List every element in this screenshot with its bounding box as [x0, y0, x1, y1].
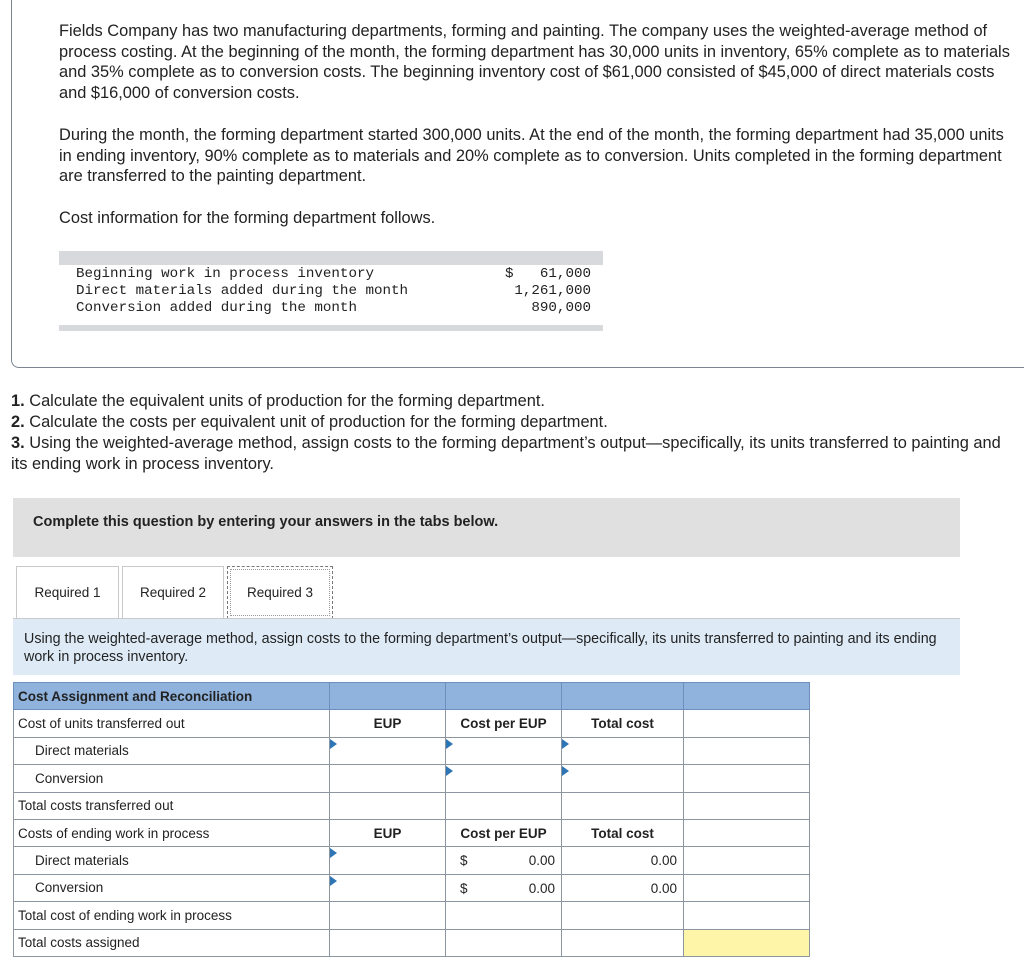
- input-indicator-icon: [330, 739, 337, 749]
- conversion-label: Conversion: [14, 874, 330, 901]
- empty-cell: [562, 929, 684, 956]
- dollar-sign: $: [460, 880, 468, 896]
- cost-row-amount: 1,261,000: [514, 283, 591, 299]
- ending-dm-total-cost: [562, 847, 684, 874]
- cost-assignment-table: [13, 682, 810, 957]
- ending-dm-cost-per-eup: [446, 847, 562, 874]
- input-indicator-icon: [446, 739, 453, 749]
- conv-total-cost-input[interactable]: [562, 765, 684, 792]
- total-transferred-label: Total costs transferred out: [14, 792, 330, 819]
- problem-paragraph-2: During the month, the forming department started 300,000 units. At the end of the month, the forming department had 35,000 units in ending inventory, 90% complete as to materials and 20% complete as to conversion. Units completed in the forming department are transferred to the painting department.: [59, 126, 1004, 186]
- eup-header: EUP: [330, 819, 446, 846]
- table-row: [14, 737, 810, 764]
- cost-table-band-bottom: [59, 325, 603, 331]
- cost-row-amount: 890,000: [531, 300, 591, 316]
- cost-per-eup-header: Cost per EUP: [446, 819, 562, 846]
- table-row: [14, 765, 810, 792]
- empty-cell: [330, 902, 446, 929]
- conversion-label: Conversion: [14, 765, 330, 792]
- instructions-banner: [13, 498, 960, 557]
- empty-cell: [330, 929, 446, 956]
- input-indicator-icon: [446, 766, 453, 776]
- amount-value: 0.00: [650, 853, 677, 869]
- empty-cell: [330, 792, 446, 819]
- empty-cell: [684, 902, 810, 929]
- total-assigned-input[interactable]: [684, 929, 810, 956]
- requirement-number: 1.: [11, 392, 25, 410]
- total-cost-header: Total cost: [562, 710, 684, 737]
- dm-cost-per-eup-input[interactable]: [446, 737, 562, 764]
- requirement-text: Calculate the costs per equivalent unit of production for the forming department.: [24, 413, 608, 431]
- cost-row-label: Conversion added during the month: [76, 300, 357, 316]
- transferred-out-label: Cost of units transferred out: [14, 710, 330, 737]
- conv-eup-input[interactable]: [330, 765, 446, 792]
- table-row: [14, 874, 810, 901]
- cost-row-label: Direct materials added during the month: [76, 283, 409, 299]
- dm-total-cost-input[interactable]: [562, 737, 684, 764]
- cost-row-amount: 61,000: [539, 266, 591, 282]
- total-ending-label: Total cost of ending work in process: [14, 902, 330, 929]
- tab-required-2[interactable]: Required 2: [122, 566, 224, 618]
- direct-materials-label: Direct materials: [14, 847, 330, 874]
- ending-dm-eup-input[interactable]: [330, 847, 446, 874]
- empty-cell: [684, 847, 810, 874]
- dm-eup-input[interactable]: [330, 737, 446, 764]
- table-row: [14, 929, 810, 956]
- empty-cell: [446, 929, 562, 956]
- tab-required-3[interactable]: Required 3: [227, 566, 333, 619]
- tab-required-1[interactable]: Required 1: [16, 566, 119, 618]
- empty-cell: [446, 902, 562, 929]
- requirement-number: 2.: [11, 413, 25, 431]
- empty-cell: [684, 792, 810, 819]
- table-title: Cost Assignment and Reconciliation: [14, 683, 330, 710]
- table-row: [14, 902, 810, 929]
- requirement-number: 3.: [11, 434, 25, 452]
- header-cell: [684, 683, 810, 710]
- cost-row-label: Beginning work in process inventory: [76, 266, 374, 282]
- input-indicator-icon: [562, 739, 569, 749]
- amount-value: 0.00: [528, 880, 555, 896]
- cost-per-eup-header: Cost per EUP: [446, 710, 562, 737]
- ending-conv-eup-input[interactable]: [330, 874, 446, 901]
- table-header-row: [14, 683, 810, 710]
- table-row: [14, 792, 810, 819]
- banner-text: Complete this question by entering your answers in the tabs below.: [33, 514, 499, 530]
- ending-wip-label: Costs of ending work in process: [14, 819, 330, 846]
- eup-header: EUP: [330, 710, 446, 737]
- table-row: [14, 819, 810, 846]
- problem-paragraph-3: Cost information for the forming department follows.: [59, 209, 436, 227]
- amount-value: 0.00: [528, 853, 555, 869]
- empty-cell: [684, 737, 810, 764]
- table-row: [14, 710, 810, 737]
- empty-cell: [446, 792, 562, 819]
- requirement-1: [11, 391, 1011, 412]
- input-indicator-icon: [330, 876, 337, 886]
- header-cell: [562, 683, 684, 710]
- empty-cell: [684, 710, 810, 737]
- requirement-text: Using the weighted-average method, assign costs to the forming department’s output—specifically, its units transferred to painting and its ending work in process inventory.: [11, 434, 1001, 473]
- conv-cost-per-eup-input[interactable]: [446, 765, 562, 792]
- cost-info-table: [59, 251, 603, 331]
- total-assigned-label: Total costs assigned: [14, 929, 330, 956]
- direct-materials-label: Direct materials: [14, 737, 330, 764]
- requirement-text: Calculate the equivalent units of production for the forming department.: [24, 392, 545, 410]
- cost-table-band-top: [59, 251, 603, 265]
- table-row: [14, 847, 810, 874]
- requirement-2: [11, 412, 1011, 433]
- instruction-text: Using the weighted-average method, assign costs to the forming department’s output—specifically, its units transferred to painting and its ending work in process inventory.: [24, 631, 937, 665]
- input-indicator-icon: [562, 766, 569, 776]
- problem-paragraph-1: Fields Company has two manufacturing departments, forming and painting. The company uses the weighted-average method of process costing. At the beginning of the month, the forming department has 30,000 units in inventory, 65% complete as to materials and 35% complete as to conversion costs. The beginning inventory cost of $61,000 consisted of $45,000 of direct materials costs and $16,000 of conversion costs.: [59, 22, 1010, 102]
- header-cell: [330, 683, 446, 710]
- input-indicator-icon: [330, 848, 337, 858]
- total-cost-header: Total cost: [562, 819, 684, 846]
- empty-cell: [684, 819, 810, 846]
- amount-value: 0.00: [650, 880, 677, 896]
- header-cell: [446, 683, 562, 710]
- empty-cell: [684, 765, 810, 792]
- dollar-sign: $: [460, 853, 468, 869]
- ending-conv-total-cost: [562, 874, 684, 901]
- empty-cell: [684, 874, 810, 901]
- total-transferred-input[interactable]: [562, 792, 684, 819]
- ending-conv-cost-per-eup: [446, 874, 562, 901]
- instruction-panel: [13, 619, 960, 675]
- cost-row-dollar: $: [505, 266, 514, 282]
- total-ending-input[interactable]: [562, 902, 684, 929]
- requirement-3: [11, 433, 1011, 475]
